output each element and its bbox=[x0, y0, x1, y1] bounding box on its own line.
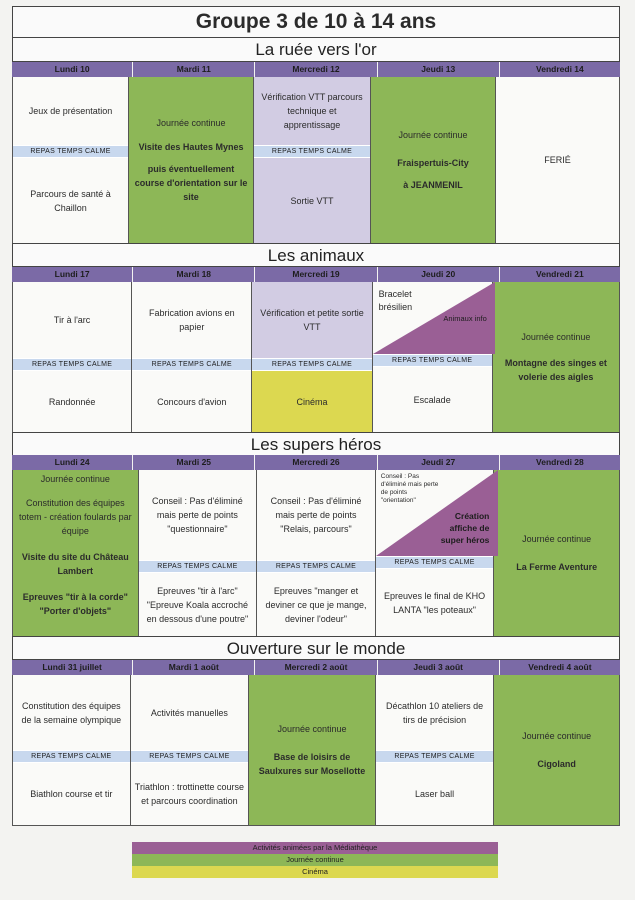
day-column bbox=[373, 282, 493, 432]
repas-band: REPAS TEMPS CALME bbox=[132, 358, 251, 371]
activity-line: Journée continue bbox=[277, 724, 347, 734]
week-grid bbox=[12, 470, 620, 636]
day-header-row bbox=[12, 660, 620, 675]
repas-band: REPAS TEMPS CALME bbox=[13, 358, 131, 371]
activity-text: Conseil : Pas d'éliminé mais perte de points "orientation" bbox=[380, 473, 439, 504]
activity-cell: Conseil : Pas d'éliminé mais perte de points "questionnaire" bbox=[139, 470, 257, 560]
full-day-cell bbox=[493, 282, 619, 432]
day-header: Lundi 10 bbox=[12, 62, 133, 77]
day-header: Mardi 25 bbox=[133, 455, 255, 470]
day-header: Vendredi 4 août bbox=[500, 660, 620, 675]
activity-cell: Vérification VTT parcours technique et apprentissage bbox=[254, 77, 370, 145]
activity-cell: Fabrication avions en papier bbox=[132, 282, 251, 358]
day-column bbox=[131, 675, 250, 825]
activity-cell: Sortie VTT bbox=[254, 158, 370, 243]
day-header: Vendredi 28 bbox=[500, 455, 620, 470]
week-grid bbox=[12, 77, 620, 243]
activity-cell: Vérification et petite sortie VTT bbox=[252, 282, 371, 358]
day-header: Lundi 24 bbox=[12, 455, 133, 470]
day-header: Mercredi 19 bbox=[255, 267, 377, 282]
activity-line: Constitution des équipes totem - création foulards par équipe bbox=[19, 498, 132, 536]
day-header: Mardi 11 bbox=[133, 62, 255, 77]
activity-cell: Conseil : Pas d'éliminé mais perte de points "Relais, parcours" bbox=[257, 470, 375, 560]
repas-band: REPAS TEMPS CALME bbox=[13, 750, 130, 763]
activity-line: Journée continue bbox=[522, 534, 592, 544]
legend-mediatheque: Activités animées par la Médiathèque bbox=[132, 842, 498, 854]
legend-journee-continue: Journée continue bbox=[132, 854, 498, 866]
repas-band: REPAS TEMPS CALME bbox=[373, 354, 492, 367]
activity-cell: Randonnée bbox=[13, 371, 131, 432]
day-header: Mardi 1 août bbox=[133, 660, 255, 675]
activity-cell: Concours d'avion bbox=[132, 371, 251, 432]
day-column bbox=[252, 282, 372, 432]
activity-line: La Ferme Aventure bbox=[516, 562, 598, 572]
holiday-cell: FERIÉ bbox=[496, 77, 619, 243]
day-column bbox=[13, 282, 132, 432]
activity-line: Visite du site du Château Lambert bbox=[21, 552, 129, 576]
activity-line: Journée continue bbox=[521, 332, 591, 342]
day-header: Vendredi 14 bbox=[500, 62, 620, 77]
day-header-row bbox=[12, 455, 620, 470]
day-column bbox=[139, 470, 258, 636]
week-grid bbox=[12, 675, 620, 826]
activity-cell: Triathlon : trottinette course et parcours coordination bbox=[131, 763, 249, 825]
activity-line: Cigoland bbox=[537, 759, 576, 769]
activity-cell: Constitution des équipes de la semaine olympique bbox=[13, 675, 130, 750]
activity-line: Base de loisirs de Saulxures sur Mosellotte bbox=[258, 752, 366, 776]
day-header-row bbox=[12, 62, 620, 77]
full-day-cell bbox=[129, 77, 254, 243]
day-header: Mercredi 12 bbox=[255, 62, 377, 77]
activity-line: Montagne des singes et volerie des aigles bbox=[504, 358, 607, 382]
day-column bbox=[376, 675, 495, 825]
full-day-cell bbox=[371, 77, 496, 243]
legend-cinema: Cinéma bbox=[132, 866, 498, 878]
repas-band: REPAS TEMPS CALME bbox=[254, 145, 370, 158]
activity-cell: Epreuves "manger et deviner ce que je mange, deviner l'odeur" bbox=[257, 573, 375, 636]
activity-cell: Jeux de présentation bbox=[13, 77, 128, 145]
day-column bbox=[376, 470, 495, 636]
repas-band: REPAS TEMPS CALME bbox=[139, 560, 257, 573]
activity-line: Journée continue bbox=[522, 731, 592, 741]
day-header: Lundi 31 juillet bbox=[12, 660, 133, 675]
repas-band: REPAS TEMPS CALME bbox=[131, 750, 249, 763]
activity-cell: Biathlon course et tir bbox=[13, 763, 130, 825]
activity-line: Epreuves "tir à la corde" "Porter d'objets" bbox=[22, 592, 128, 616]
activity-line: Journée continue bbox=[40, 474, 110, 484]
activity-line: Visite des Hautes Mynes bbox=[138, 142, 244, 152]
day-column bbox=[257, 470, 376, 636]
section-title: Ouverture sur le monde bbox=[12, 636, 620, 660]
activity-cell: Activités manuelles bbox=[131, 675, 249, 750]
activity-text: Bracelet brésilien bbox=[378, 289, 413, 312]
split-activity-cell bbox=[373, 282, 492, 354]
activity-line: Journée continue bbox=[156, 118, 226, 128]
day-header: Lundi 17 bbox=[12, 267, 133, 282]
repas-band: REPAS TEMPS CALME bbox=[376, 750, 494, 763]
full-day-cell bbox=[494, 675, 619, 825]
activity-line: à JEANMENIL bbox=[403, 180, 463, 190]
section-title: Les supers héros bbox=[12, 432, 620, 456]
activity-cell: Laser ball bbox=[376, 763, 494, 825]
repas-band: REPAS TEMPS CALME bbox=[13, 145, 128, 158]
day-header: Jeudi 3 août bbox=[378, 660, 500, 675]
day-header: Jeudi 20 bbox=[378, 267, 500, 282]
repas-band: REPAS TEMPS CALME bbox=[257, 560, 375, 573]
activity-cell: Epreuves "tir à l'arc" "Epreuve Koala accroché en dessous d'une poutre" bbox=[139, 573, 257, 636]
section-title: Les animaux bbox=[12, 243, 620, 267]
section-title: La ruée vers l'or bbox=[12, 38, 620, 62]
activity-cell: Parcours de santé à Chaillon bbox=[13, 158, 128, 243]
activity-line: puis éventuellement course d'orientation sur le site bbox=[134, 164, 248, 202]
day-header: Mercredi 26 bbox=[255, 455, 377, 470]
activity-line: Fraispertuis-City bbox=[397, 158, 469, 168]
activity-cell: Décathlon 10 ateliers de tirs de précision bbox=[376, 675, 494, 750]
activity-line: Journée continue bbox=[398, 130, 468, 140]
day-header-row bbox=[12, 267, 620, 282]
split-activity-cell bbox=[376, 470, 494, 556]
activity-cell: Epreuves le final de KHO LANTA "les poteaux" bbox=[376, 569, 494, 636]
activity-text: Création affiche de super héros bbox=[440, 511, 490, 545]
day-column bbox=[254, 77, 371, 243]
activity-cell: Tir à l'arc bbox=[13, 282, 131, 358]
day-header: Mardi 18 bbox=[133, 267, 255, 282]
day-header: Mercredi 2 août bbox=[255, 660, 377, 675]
day-column bbox=[13, 77, 129, 243]
cinema-cell: Cinéma bbox=[252, 371, 371, 432]
week-grid bbox=[12, 282, 620, 432]
day-column bbox=[132, 282, 252, 432]
day-header: Jeudi 13 bbox=[378, 62, 500, 77]
page-title: Groupe 3 de 10 à 14 ans bbox=[12, 6, 620, 38]
day-header: Vendredi 21 bbox=[500, 267, 620, 282]
repas-band: REPAS TEMPS CALME bbox=[252, 358, 371, 371]
full-day-cell bbox=[494, 470, 619, 636]
activity-cell: Escalade bbox=[373, 367, 492, 432]
activity-text: Animaux info bbox=[443, 314, 487, 323]
full-day-cell bbox=[249, 675, 376, 825]
day-header: Jeudi 27 bbox=[378, 455, 500, 470]
day-column bbox=[13, 675, 131, 825]
repas-band: REPAS TEMPS CALME bbox=[376, 556, 494, 569]
full-day-cell bbox=[13, 470, 139, 636]
